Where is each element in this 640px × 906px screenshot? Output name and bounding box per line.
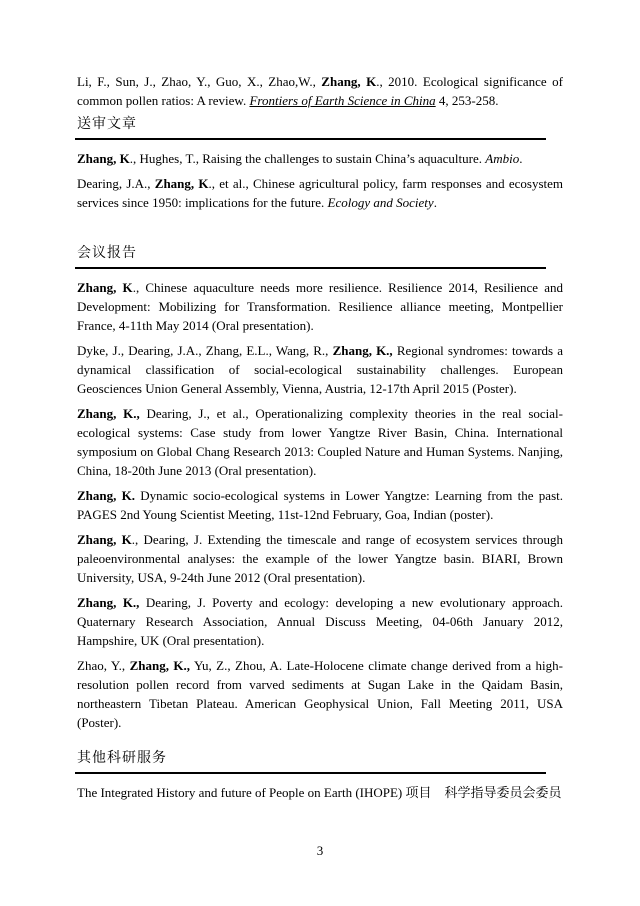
text-run: Zhang, K., [332, 343, 393, 358]
reference-paragraph [77, 656, 563, 732]
reference-paragraph [77, 783, 563, 802]
reference-paragraph [77, 404, 563, 480]
text-run: Dearing, J. Poverty and ecology: developing a new evolutionary approach. Quaternary Research Association, Annual Discuss Meeting, 04-06th January 2012, Hampshire, UK (Oral presentation). [77, 595, 563, 648]
text-run: Zhang, K [77, 280, 133, 295]
reference-paragraph [77, 593, 563, 650]
text-run: Zhao, Y., [77, 658, 130, 673]
text-run: Zhang, K [321, 74, 377, 89]
reference-paragraph [77, 149, 563, 168]
text-run: Zhang, K., [77, 406, 140, 421]
text-run: Regional syndromes: towards a dynamical classification of social-ecological sustainability challenges. European Geosciences Union General Assembly, Vienna, Austria, 12-17th April 2015 (Poster). [77, 343, 563, 396]
reference-paragraph [77, 278, 563, 335]
document-content [77, 72, 563, 802]
section-rule [75, 772, 546, 774]
text-run: Zhang, K., [77, 595, 140, 610]
text-run: Zhang, K [154, 176, 209, 191]
text-run: ., Hughes, T., Raising the challenges to sustain China’s aquaculture. [129, 151, 486, 166]
text-run: . [519, 151, 523, 166]
reference-paragraph [77, 72, 563, 110]
section-title: 会议报告 [77, 246, 137, 261]
reference-paragraph [77, 341, 563, 398]
section-title: 送审文章 [77, 117, 137, 132]
reference-paragraph [77, 530, 563, 587]
text-run: Dyke, J., Dearing, J.A., Zhang, E.L., Wang, R., [77, 343, 333, 358]
text-run: Zhang, K., [129, 658, 191, 673]
text-run: ., Chinese aquaculture needs more resilience. Resilience 2014, Resilience and Development: Mobilizing for Transformation. Resilience alliance meeting, Montpellier France, 4-11th May 2014 (Oral presentation). [77, 280, 563, 333]
text-run: . [433, 195, 437, 210]
section-rule [75, 267, 546, 269]
section-rule [75, 138, 546, 140]
reference-paragraph [77, 486, 563, 524]
text-run: 4, 253-258. [435, 93, 499, 108]
text-run: Dynamic socio-ecological systems in Lower Yangtze: Learning from the past. PAGES 2nd Young Scientist Meeting, 11st-12nd February, Goa, Indian (poster). [77, 488, 563, 522]
text-run: Dearing, J., et al., Operationalizing complexity theories in the real social-ecological systems: Case study from lower Yangtze River Basin, China. International symposium on Global Chang Research 2013: Coupled Nature and Human Systems. Nanjing, China, 18-20th June 2013 (Oral presentation). [77, 406, 563, 478]
text-run: Li, F., Sun, J., Zhao, Y., Guo, X., Zhao,W., [77, 74, 322, 89]
section-header [77, 245, 563, 269]
text-run: ., et al., Chinese agricultural policy, farm responses and ecosystem services since 1950: implications for the future. [77, 176, 563, 210]
text-run: Frontiers of Earth Science in China [249, 93, 436, 108]
text-run: Yu, Z., Zhou, A. Late-Holocene climate change derived from a high-resolution pollen record from varved sediments at Sugan Lake in the Qaidam Basin, northeastern Tibetan Plateau. American Geophysical Union, Fall Meeting 2011, USA (Poster). [77, 658, 563, 730]
text-run: Ecology and Society [327, 195, 434, 210]
section-header [77, 750, 563, 774]
text-run: Ambio [485, 151, 520, 166]
text-run: Zhang, K [77, 151, 130, 166]
text-run: Zhang, K. [77, 488, 135, 503]
text-run: Zhang, K [77, 532, 132, 547]
text-run: The Integrated History and future of People on Earth (IHOPE) 项目 科学指导委员会委员 [77, 785, 562, 800]
reference-paragraph [77, 174, 563, 212]
section-header [77, 116, 563, 140]
section-title: 其他科研服务 [77, 751, 167, 766]
text-run: ., Dearing, J. Extending the timescale and range of ecosystem services through paleoenvironmental analyses: the example of the lower Yangtze basin. BIARI, Brown University, USA, 9-24th June 2012 (Oral presentation). [77, 532, 563, 585]
text-run: ., 2010. Ecological significance of common pollen ratios: A review. [77, 74, 563, 108]
text-run: Dearing, J.A., [77, 176, 155, 191]
page-number: 3 [316, 843, 324, 858]
